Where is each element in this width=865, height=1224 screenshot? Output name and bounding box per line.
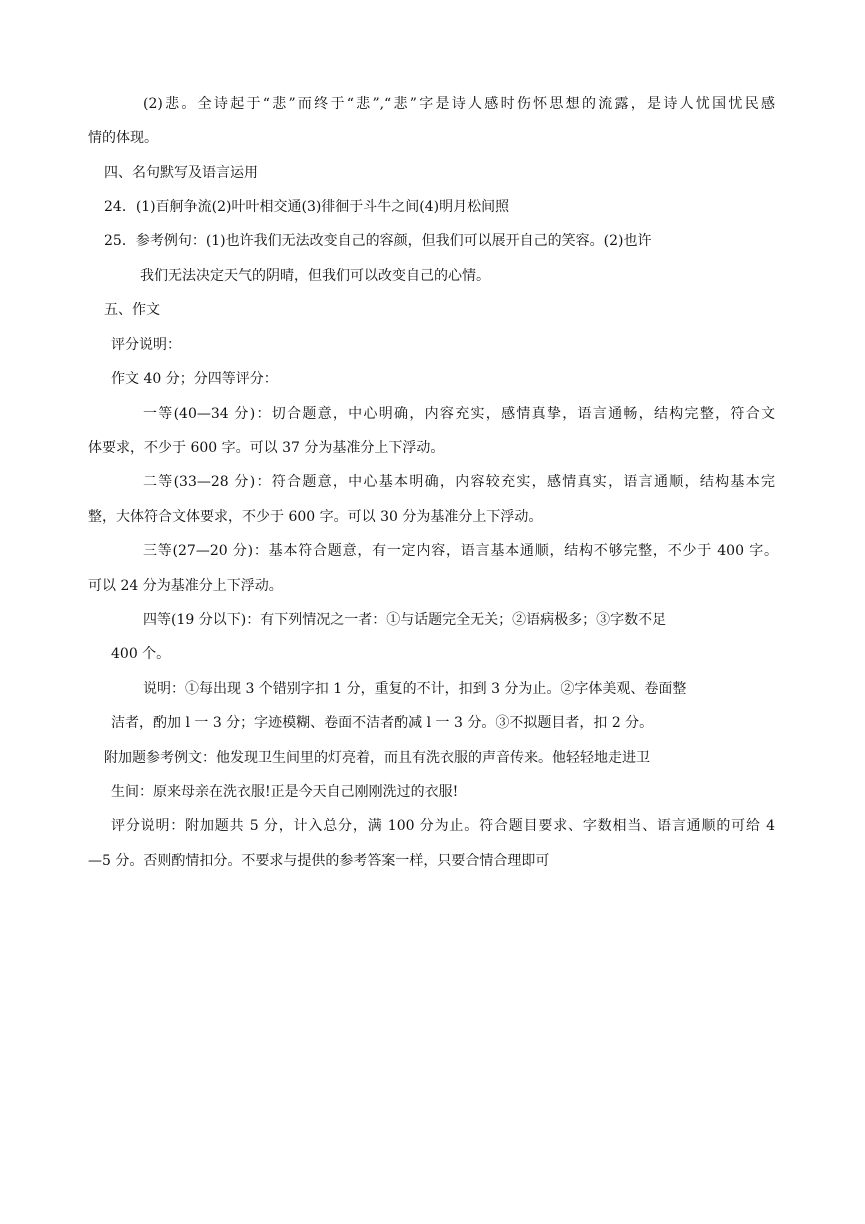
answer-25-line1: 25．参考例句：(1)也许我们无法改变自己的容颜，但我们可以展开自己的笑容。(2)也许 bbox=[104, 233, 652, 249]
section-4-heading: 四、名句默写及语言运用 bbox=[104, 165, 258, 181]
grade-2-line2: 整，大体符合文体要求，不少于 600 字。可以 30 分为基准分上下浮动。 bbox=[88, 509, 543, 525]
answer-24: 24．(1)百舸争流(2)叶叶相交通(3)徘徊于斗牛之间(4)明月松间照 bbox=[104, 199, 510, 215]
grade-1-line1: 一等(40—34 分)：切合题意，中心明确，内容充实，感情真挚，语言通畅，结构完整，符合文 bbox=[143, 406, 775, 422]
extra-example-line2: 生间：原来母亲在洗衣服!正是今天自己刚刚洗过的衣服! bbox=[111, 784, 459, 800]
extra-scoring-line2: —5 分。否则酌情扣分。不要求与提供的参考答案一样，只要合情合理即可 bbox=[88, 853, 550, 869]
grade-4-line1: 四等(19 分以下)：有下列情况之一者：①与话题完全无关；②语病极多；③字数不足 bbox=[143, 612, 667, 628]
note-line2: 洁者，酌加 l 一 3 分；字迹模糊、卷面不洁者酌减 l 一 3 分。③不拟题目者，扣 2 分。 bbox=[111, 715, 654, 731]
grade-1-line2: 体要求，不少于 600 字。可以 37 分为基准分上下浮动。 bbox=[88, 440, 445, 456]
answer-25-line2: 我们无法决定天气的阴晴，但我们可以改变自己的心情。 bbox=[140, 268, 490, 284]
grade-3-line1: 三等(27—20 分)：基本符合题意，有一定内容，语言基本通顺，结构不够完整，不少于 400 字。 bbox=[143, 543, 778, 559]
grade-3-line2: 可以 24 分为基准分上下浮动。 bbox=[88, 578, 283, 594]
note-line1: 说明：①每出现 3 个错别字扣 1 分，重复的不计，扣到 3 分为止。②字体美观、卷面整 bbox=[143, 681, 687, 697]
extra-scoring-line1: 评分说明：附加题共 5 分，计入总分，满 100 分为止。符合题目要求、字数相当、语言通顺的可给 4 bbox=[111, 818, 775, 834]
answer-23-2-line2: 情的体现。 bbox=[88, 130, 158, 146]
grade-2-line1: 二等(33—28 分)：符合题意，中心基本明确，内容较充实，感情真实，语言通顺，结构基本完 bbox=[143, 474, 775, 490]
extra-example-line1: 附加题参考例文：他发现卫生间里的灯亮着，而且有洗衣服的声音传来。他轻轻地走进卫 bbox=[104, 750, 650, 766]
scoring-label: 评分说明： bbox=[111, 337, 181, 353]
answer-23-2-line1: (2)悲。全诗起于“悲”而终于“悲”,“悲”字是诗人感时伤怀思想的流露，是诗人忧国忧民感 bbox=[143, 96, 775, 112]
section-5-heading: 五、作文 bbox=[104, 302, 160, 318]
essay-total: 作文 40 分；分四等评分： bbox=[111, 371, 278, 387]
grade-4-line2: 400 个。 bbox=[111, 646, 171, 662]
